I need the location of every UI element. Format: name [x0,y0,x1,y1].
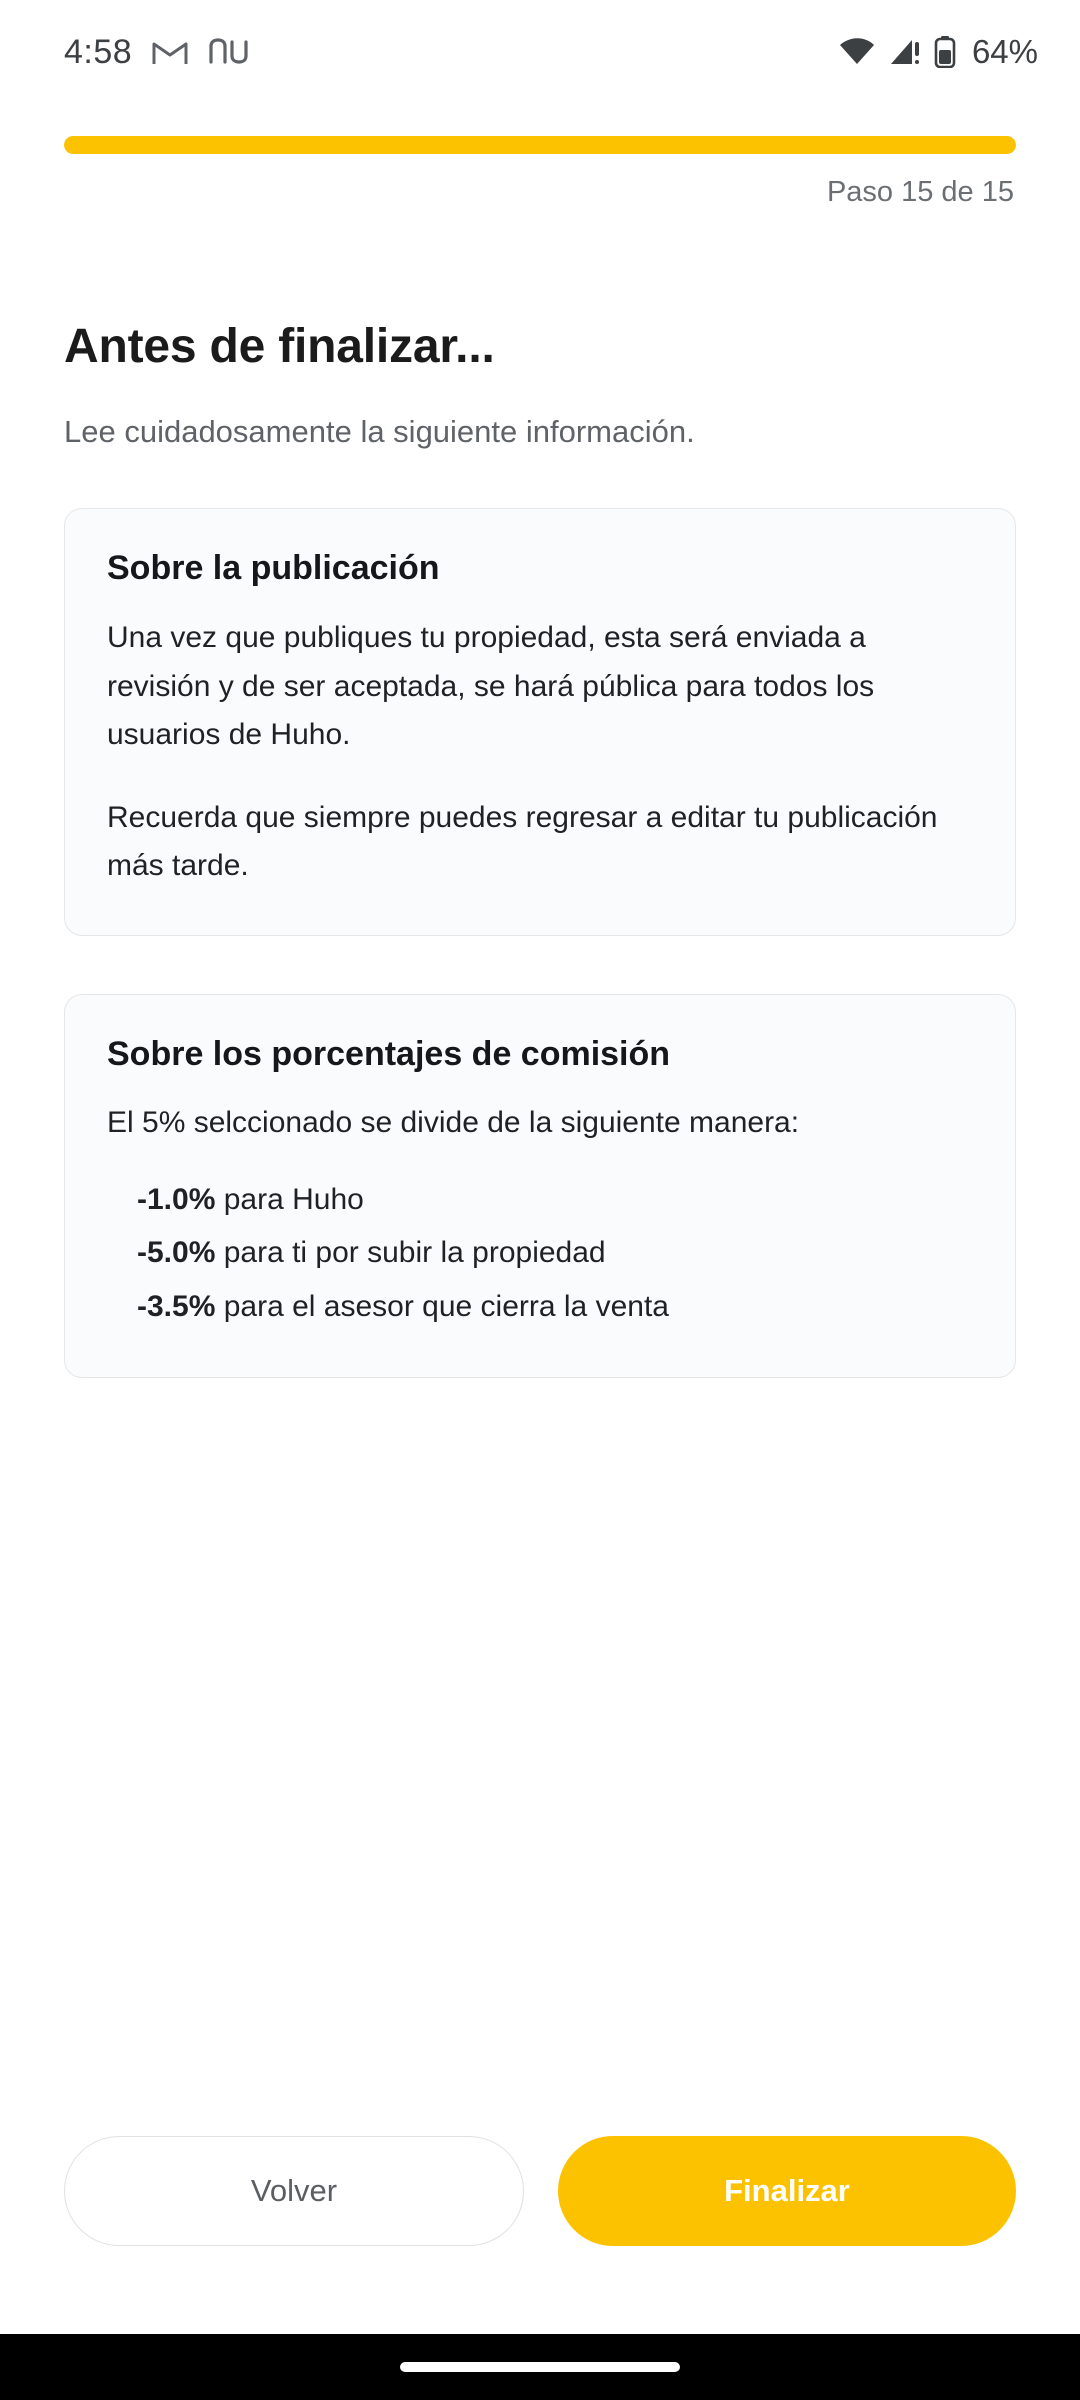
commission-item-amount: -3.5% [137,1289,216,1323]
commission-item-text: para el asesor que cierra la venta [215,1289,669,1323]
card-publication-paragraph-2: Recuerda que siempre puedes regresar a editar tu publicación más tarde. [107,800,938,883]
card-publication-paragraph-1: Una vez que publiques tu propiedad, esta será enviada a revisión y de ser aceptada, se hará pública para todos los usuarios de Huho. [107,621,875,752]
commission-item-text: para ti por subir la propiedad [215,1236,606,1270]
commission-item-amount: -1.0% [137,1182,216,1216]
content-spacer [0,1757,1080,2136]
battery-percentage: 64% [971,33,1038,70]
progress-bar-fill [64,136,1016,154]
page-title: Antes de finalizar... [64,320,495,373]
commission-item [137,1280,973,1333]
status-bar-left [64,33,252,72]
commission-item-amount: -5.0% [137,1236,216,1270]
status-time: 4:58 [64,32,133,71]
footer-actions [0,2136,1080,2246]
finish-button[interactable]: Finalizar [558,2136,1016,2246]
card-publication [64,508,1016,936]
battery-icon [934,36,956,68]
status-bar-right [838,33,1038,71]
commission-item [137,1173,973,1226]
commission-breakdown-list [107,1173,973,1333]
card-commission-title: Sobre los porcentajes de comisión [107,1034,671,1073]
status-bar [0,0,1080,104]
main-content [0,209,1080,1757]
step-indicator: Paso 15 de 15 [826,176,1014,208]
card-commission [64,994,1016,1378]
commission-item-text: para Huho [215,1182,364,1216]
cellular-signal-icon [888,37,922,67]
page-subtitle: Lee cuidadosamente la siguiente información. [64,414,695,449]
card-publication-title: Sobre la publicación [107,549,440,587]
progress-section [0,104,1080,209]
system-navigation-bar [0,2334,1080,2400]
progress-bar [64,136,1016,154]
back-button[interactable]: Volver [64,2136,524,2246]
gmail-icon [152,38,188,66]
home-gesture-pill[interactable] [400,2362,680,2372]
wifi-icon [838,37,876,67]
card-commission-intro: El 5% selccionado se divide de la siguiente manera: [107,1105,800,1139]
nu-icon [208,38,252,66]
commission-item [137,1226,973,1279]
